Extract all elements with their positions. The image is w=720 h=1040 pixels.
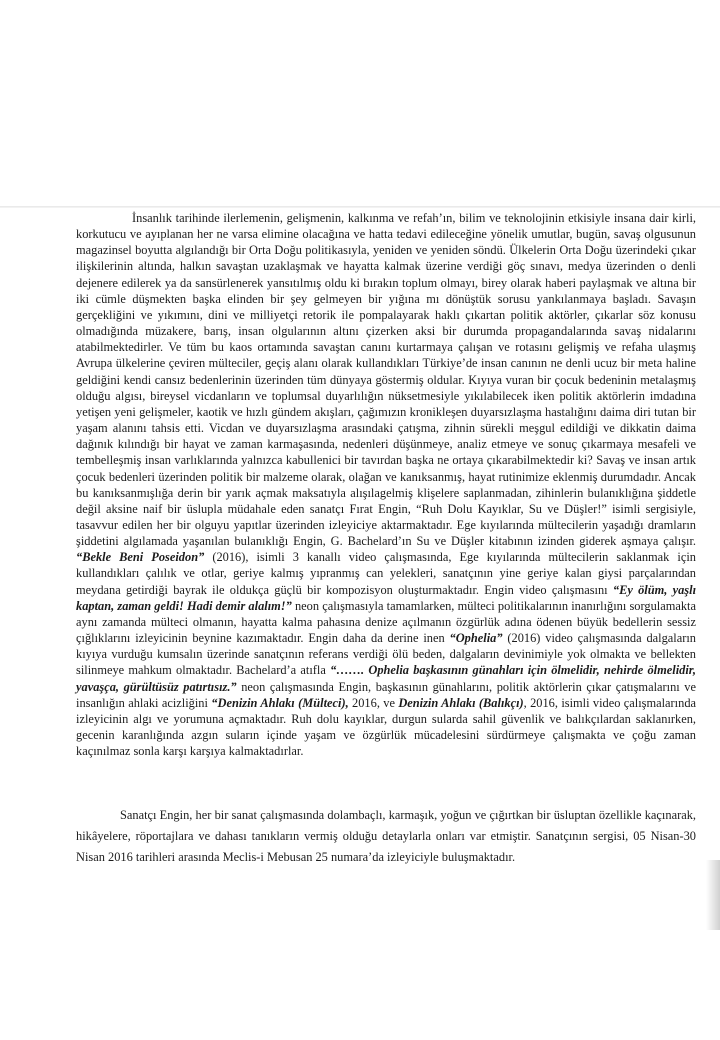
emphasized-title-text: “Ophelia” — [449, 631, 503, 646]
body-text-run: (2016) video çalışmasında dalgaların kıyıya vurduğu kumsalın üzerinde sanatçının referans verdiği ölü beden, dalgaların devinimiyle yok olmakta ve bellekten silinmeye mahkum olmaktadır. Bachelard’a atıfla — [76, 631, 696, 678]
article-body — [76, 210, 696, 868]
emphasized-title-text: “……. Ophelia başkasının günahları için ölmelidir, nehirde ölmelidir, yavaşça, gürültüsüz patırtısız.” — [76, 663, 697, 694]
blank-page-top — [0, 0, 720, 206]
body-paragraph-2: Sanatçı Engin, her bir sanat çalışmasında dolambaçlı, karmaşık, yoğun ve çığırtkan bir üsluptan özellikle kaçınarak, hikâyelere, röportajlara ve dahası tanıkların vermiş olduğu detaylarla onları var etmiştir. Sanatçının sergisi, 05 Nisan-30 Nisan 2016 tarihleri arasında Meclis-i Mebusan 25 numara’da izleyiciyle buluşmaktadır. — [76, 808, 696, 865]
body-text-run: , 2016, isimli video çalışmalarında izleyicinin algı ve yorumuna açmaktadır. Ruh dolu kayıklar, durgun sularda sahil güvenlik ve balıkçılardan saklanırken, gecenin karanlığında azgın suların içinde yaşam ve özgürlük mücadelesini sürdürmeye çalışmakta ve çoğu zaman kaçınılmaz sonla karşı karşıya kalmaktadırlar. — [76, 695, 697, 759]
body-paragraph-1 — [76, 210, 696, 759]
emphasized-title-text: “Denizin Ahlakı (Mülteci), — [211, 695, 349, 710]
body-text-run: neon çalışmasıyla tamamlarken, mülteci politikalarının inanırlığını sorgulamakta aynı zamanda mülteci olmanın, hayatta kalma pahasına denize açılmanın özgürlük adına ödenen büyük bedellerin sessiz çığlıklarını izleyicinin beynine kazımaktadır. Engin daha da derine inen — [76, 598, 696, 646]
emphasized-title-text: “Ey ölüm, yaşlı kaptan, zaman geldi! Hadi demir alalım!” — [76, 582, 697, 613]
body-text-run: İnsanlık tarihinde ilerlemenin, gelişmenin, kalkınma ve refah’ın, bilim ve teknolojinin etkisiyle insana dair kirli, korkutucu ve ayıplanan her ne varsa elimine olacağına ve hatta tedavi edileceğine yönelik umutlar, bugün, savaş olgusunun magazinsel boyutta algılandığı bir Orta Doğu politikasıyla, yeniden ve yeniden söndü. Ülkelerin Orta Doğu üzerindeki çıkar ilişkilerinin altında, halkın savaştan uzaklaşmak ve hayatta kalmak üzerine verdiği göç sınavı, medya üzerinden o denli dejenere edilerek ya da sansürlenerek yansıtılmış oldu ki bırakın toplum olmayı, birey olarak haberi paylaşmak ve altına bir iki cümle düşmekten başka elinden bir şey gelmeyen bir yığına mı dönüştük sorusu yankılanmaya başladı. Savaşın gerçekliğini ve yıkımını, dini ve milliyetçi retorik ile pompalayarak haklı çıkartan politik aktörler, çıkarlar söz konusu olmadığında müzakere, barış, insan olgularının altını çizerken aksi bir durumda propagandalarında savaş nidalarını atabilmektedirler. Ve tüm bu kaos ortamında savaştan canını kurtarmaya çalışan ve rotasını gelişmiş ve refaha ulaşmış Avrupa ülkelerine çeviren mülteciler, geçiş alanı olarak kullandıkları Türkiye’de insan canının ne denli ucuz bir meta haline geldiğini kendi cansız bedenlerinin üzerinden tüm dünyaya göstermiş oldular. Kıyıya vuran bir çocuk bedeninin metalaşmış olduğu algısı, bireysel vicdanların ve toplumsal duyarlılığın nüksetmesiyle yıkılabilecek iken politik aktörlerin imdadına yetişen yeni gelişmeler, kaotik ve hızlı gündem akışları, çağımızın kronikleşen duyarsızlaşma hastalığını daima diri tutan bir yaşam alanını tahsis etti. Vicdan ve duyarsızlaşma arasındaki çatışma, zihnin sürekli meşgul edildiği ve dikkatin daima dağınık kılındığı bir hayat ve zaman karmaşasında, nedenleri düşünmeye, analiz etmeye ve sonuç çıkarmaya mesafeli ve tembelleşmiş insan varlıklarında yalnızca kabullenici bir tavırdan başka ne ortaya çıkarabilmektedir ki? Savaş ve insan artık çocuk bedenleri üzerinden politik bir malzeme olarak, olağan ve kanıksanmış, hayat rutinimize eklenmiş durumdadır. Ancak bu kanıksanmışlığa derin bir yarık açmak maksatıyla alışılagelmiş klişelere saplanmadan, zihinlerin bulanıklığına şiddetle değil aksine naif bir üslupla müdahale eden sanatçı Fırat Engin, “Ruh Dolu Kayıklar, Su ve Düşler!” isimli sergisiyle, tasavvur edilen her bir olguyu yapıtlar üzerinden izleyiciye aktarmaktadır. Ege kıyılarında mültecilerin yaşadığı dramların şiddetini algılamada yaşanılan bulanıklığı Engin, G. Bachelard’ın Su ve Düşler kitabının izinden giderek aşmaya çalışır. — [76, 211, 696, 549]
page-edge-line — [0, 206, 720, 208]
page-curl-shadow — [706, 860, 720, 930]
emphasized-title-text: “Bekle Beni Poseidon” — [76, 550, 205, 565]
body-text-run: neon çalışmasında Engin, başkasının günahlarını, politik aktörlerin çıkar çatışmalarını ve insanlığın ahlaki acizliğini — [76, 679, 696, 710]
body-text-run: (2016), isimli 3 kanallı video çalışmasında, Ege kıyılarında mültecilerin saklanmak için kullandıkları çalılık ve otlar, geriye kalmış yıpranmış can yelekleri, sanatçının yine geriye kalan giysi parçalarından meydana getirdiği bayrak ile oldukça güçlü bir kompozisyon oluşturmaktadır. Engin video çalışmasını — [76, 550, 696, 597]
body-text-run: 2016, ve — [348, 695, 399, 710]
emphasized-title-text: Denizin Ahlakı (Balıkçı) — [398, 695, 524, 710]
